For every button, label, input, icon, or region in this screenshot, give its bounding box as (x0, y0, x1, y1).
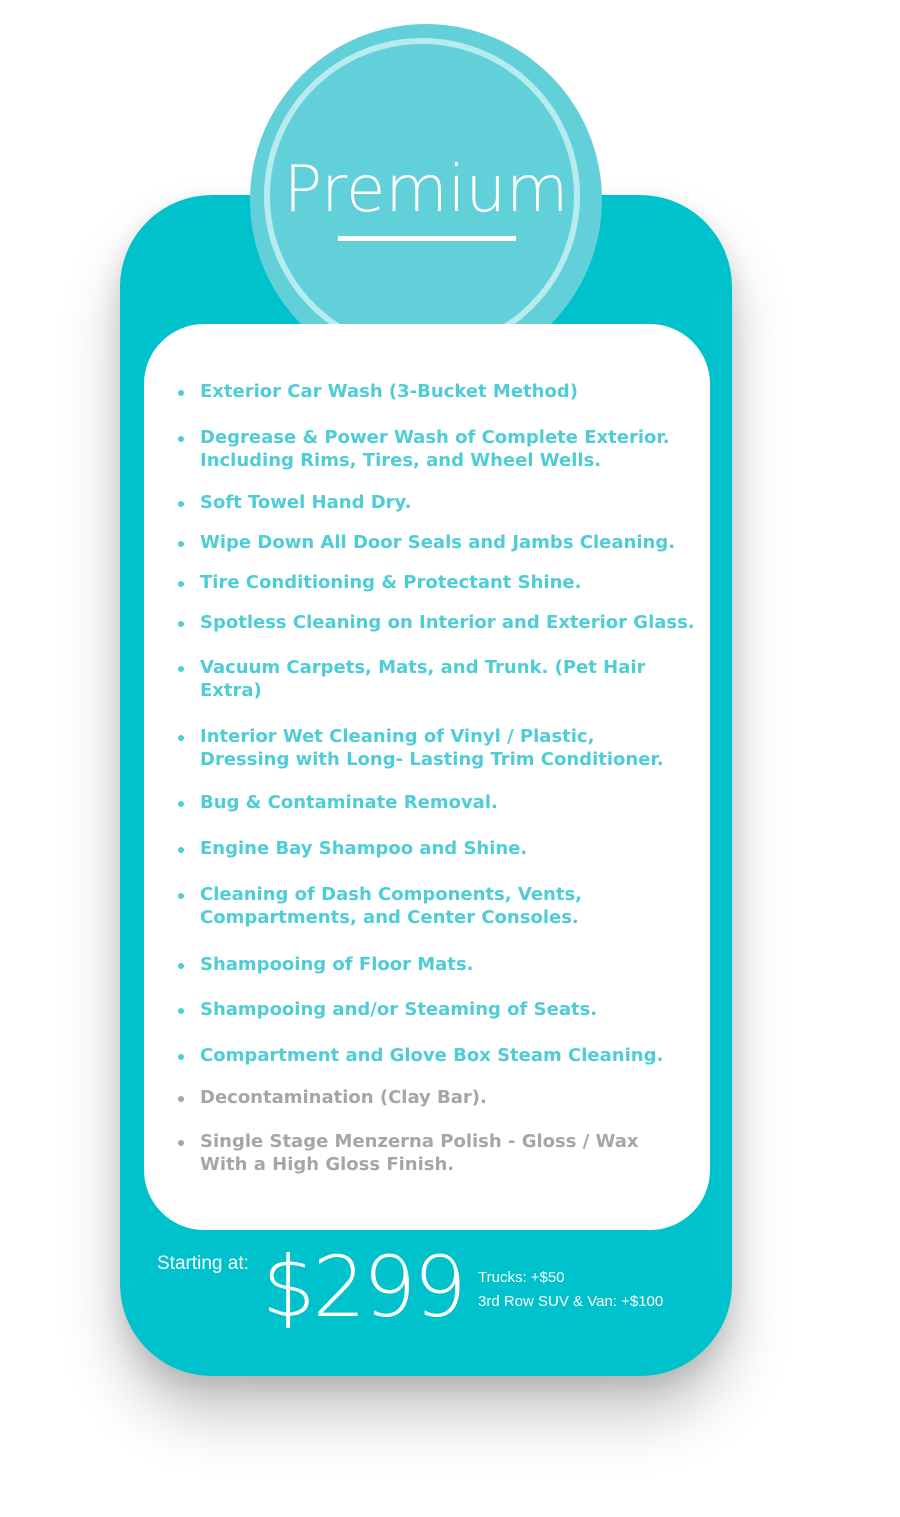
feature-line: Soft Towel Hand Dry. (200, 492, 412, 513)
feature-line: Interior Wet Cleaning of Vinyl / Plastic, (200, 726, 595, 747)
feature-item (176, 426, 670, 472)
feature-line: Degrease & Power Wash of Complete Exterior. (200, 427, 670, 448)
feature-item (176, 611, 695, 634)
surcharge-suv-van: 3rd Row SUV & Van: +$100 (478, 1293, 664, 1310)
feature-line: With a High Gloss Finish. (200, 1154, 455, 1175)
feature-item (176, 883, 582, 929)
feature-line: Compartment and Glove Box Steam Cleaning. (200, 1045, 664, 1066)
feature-line: Dressing with Long- Lasting Trim Conditioner. (200, 749, 664, 770)
feature-line: Exterior Car Wash (3-Bucket Method) (200, 381, 578, 402)
feature-line: Tire Conditioning & Protectant Shine. (200, 572, 582, 593)
feature-line: Including Rims, Tires, and Wheel Wells. (200, 450, 602, 471)
feature-item (176, 656, 645, 702)
feature-item (176, 380, 578, 403)
feature-line: Extra) (200, 680, 262, 701)
feature-line: Shampooing of Floor Mats. (200, 954, 474, 975)
feature-item (176, 953, 473, 976)
feature-item (176, 1086, 487, 1109)
feature-line: Shampooing and/or Steaming of Seats. (200, 999, 598, 1020)
feature-item (176, 531, 675, 554)
feature-item (176, 1044, 663, 1067)
starting-at-label: Starting at: (157, 1253, 249, 1274)
feature-item (176, 998, 597, 1021)
price: $299 (262, 1238, 464, 1336)
feature-line: Single Stage Menzerna Polish - Gloss / Wax (200, 1131, 639, 1152)
feature-item (176, 491, 411, 514)
feature-item (176, 791, 498, 814)
feature-item (176, 725, 664, 771)
feature-line: Engine Bay Shampoo and Shine. (200, 838, 528, 859)
feature-item (176, 571, 581, 594)
surcharge-trucks: Trucks: +$50 (478, 1269, 565, 1286)
feature-line: Decontamination (Clay Bar). (200, 1087, 487, 1108)
title-underline (338, 236, 516, 241)
feature-line: Wipe Down All Door Seals and Jambs Cleaning. (200, 532, 676, 553)
feature-item (176, 837, 527, 860)
feature-line: Vacuum Carpets, Mats, and Trunk. (Pet Hair (200, 657, 646, 678)
feature-line: Spotless Cleaning on Interior and Exterior Glass. (200, 612, 695, 633)
feature-line: Bug & Contaminate Removal. (200, 792, 498, 813)
feature-line: Cleaning of Dash Components, Vents, (200, 884, 582, 905)
package-title: Premium (283, 153, 569, 227)
feature-item (176, 1130, 639, 1176)
feature-line: Compartments, and Center Consoles. (200, 907, 579, 928)
